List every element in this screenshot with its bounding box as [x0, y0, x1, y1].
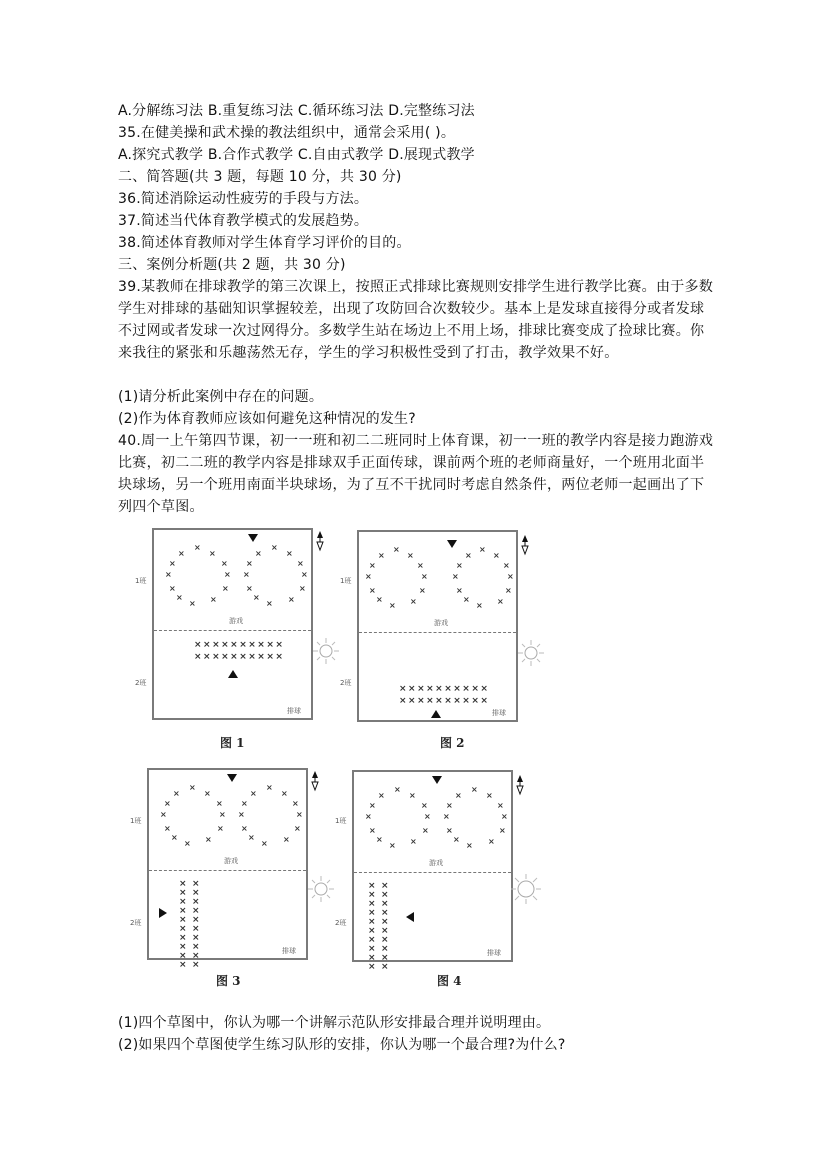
north-arrow-icon	[515, 774, 529, 796]
north-arrow-icon	[310, 770, 324, 792]
game-label: 游戏	[434, 619, 448, 627]
class2-label: 2班	[130, 919, 142, 927]
midline	[359, 632, 516, 633]
teacher-icon	[431, 710, 441, 718]
volleyball-label: 排球	[487, 949, 501, 957]
volleyball-label: 排球	[287, 707, 301, 715]
q39-sub-2: (2)作为体育教师应该如何避免这种情况的发生?	[118, 411, 416, 427]
figure-2	[330, 528, 560, 758]
student-row: ××××××××××	[399, 696, 490, 706]
q34-options: A.分解练习法 B.重复练习法 C.循环练习法 D.完整练习法	[118, 103, 475, 119]
game-label: 游戏	[429, 859, 443, 867]
midline	[154, 630, 311, 631]
teacher-icon	[227, 774, 237, 782]
teacher-icon	[228, 670, 238, 678]
student-column: ××××××××××	[368, 881, 376, 972]
q40-stem: 40.周一上午第四节课，初一一班和初二二班同时上体育课，初一一班的教学内容是接力跑游戏比赛，初二二班的教学内容是排球双手正面传球，课前两个班的老师商量好，一个班用北面半块球场，另一个班用南面半块球场，为了互不干扰同时考虑自然条件，两位老师一起画出了下列四个草图。	[118, 433, 714, 515]
student-column: ××××××××××	[381, 881, 389, 972]
student-row: ××××××××××	[194, 640, 285, 650]
q37: 37.简述当代体育教学模式的发展趋势。	[118, 213, 369, 229]
q35-options: A.探究式教学 B.合作式教学 C.自由式教学 D.展现式教学	[118, 147, 475, 163]
class2-label: 2班	[335, 919, 347, 927]
figure-3	[120, 768, 350, 998]
court: × × × × × × × × × × × × × × × × × × × × × × × × 游戏 ×××××××××× ×××××××××× 排球	[147, 768, 308, 960]
game-label: 游戏	[224, 857, 238, 865]
teacher-icon	[159, 908, 167, 918]
student-column: ××××××××××	[192, 879, 200, 970]
figure-caption: 图 2	[440, 736, 465, 750]
court: × × × × × × × × × × × × × × × × × × × × × × × × 游戏 ×××××××××× ×××××××××× 排球	[152, 528, 313, 720]
teacher-icon	[432, 776, 442, 784]
sun-icon	[518, 640, 544, 666]
q36: 36.简述消除运动性疲劳的手段与方法。	[118, 191, 369, 207]
court: × × × × × × × × × × × × × × × × × × × × × × × × 游戏 ×××××××××× ×××××××××× 排球	[357, 530, 518, 722]
class1-label: 1班	[130, 817, 142, 825]
student-column: ××××××××××	[179, 879, 187, 970]
figure-1	[125, 528, 355, 758]
section-2-heading: 二、简答题(共 3 题，每题 10 分，共 30 分)	[118, 169, 402, 185]
midline	[149, 870, 306, 871]
sun-icon	[511, 874, 541, 904]
teacher-icon	[447, 540, 457, 548]
q35-stem: 35.在健美操和武术操的教法组织中，通常会采用( )。	[118, 125, 456, 141]
north-arrow-icon	[520, 534, 534, 556]
figure-caption: 图 3	[216, 974, 241, 988]
volleyball-label: 排球	[282, 947, 296, 955]
midline	[354, 872, 511, 873]
figure-caption: 图 4	[437, 974, 462, 988]
section-3-heading: 三、案例分析题(共 2 题，共 30 分)	[118, 257, 346, 273]
q40-sub-2: (2)如果四个草图使学生练习队形的安排，你认为哪一个最合理?为什么?	[118, 1037, 566, 1053]
north-arrow-icon	[315, 530, 329, 552]
figure-caption: 图 1	[220, 736, 245, 750]
q38: 38.简述体育教师对学生体育学习评价的目的。	[118, 235, 411, 251]
q39-stem: 39.某教师在排球教学的第三次课上，按照正式排球比赛规则安排学生进行教学比赛。由于多数学生对排球的基础知识掌握较差，出现了攻防回合次数较少。基本上是发球直接得分或者发球不过网或者发球一次过网得分。多数学生站在场边上不用上场，排球比赛变成了捡球比赛。你来我往的紧张和乐趣荡然无存，学生的学习积极性受到了打击，教学效果不好。	[118, 279, 714, 361]
volleyball-label: 排球	[492, 709, 506, 717]
game-label: 游戏	[229, 617, 243, 625]
figure-4	[325, 768, 555, 998]
class1-label: 1班	[340, 577, 352, 585]
class1-label: 1班	[335, 817, 347, 825]
teacher-icon	[248, 534, 258, 542]
class2-label: 2班	[340, 679, 352, 687]
q40-sub-1: (1)四个草图中，你认为哪一个讲解示范队形安排最合理并说明理由。	[118, 1015, 551, 1031]
class1-label: 1班	[135, 577, 147, 585]
student-row: ××××××××××	[399, 684, 490, 694]
teacher-icon	[406, 912, 414, 922]
court: × × × × × × × × × × × × × × × × × × × × × × × × 游戏 ×××××××××× ×××××××××× 排球	[352, 770, 513, 962]
class2-label: 2班	[135, 679, 147, 687]
q39-sub-1: (1)请分析此案例中存在的问题。	[118, 389, 324, 405]
student-row: ××××××××××	[194, 652, 285, 662]
